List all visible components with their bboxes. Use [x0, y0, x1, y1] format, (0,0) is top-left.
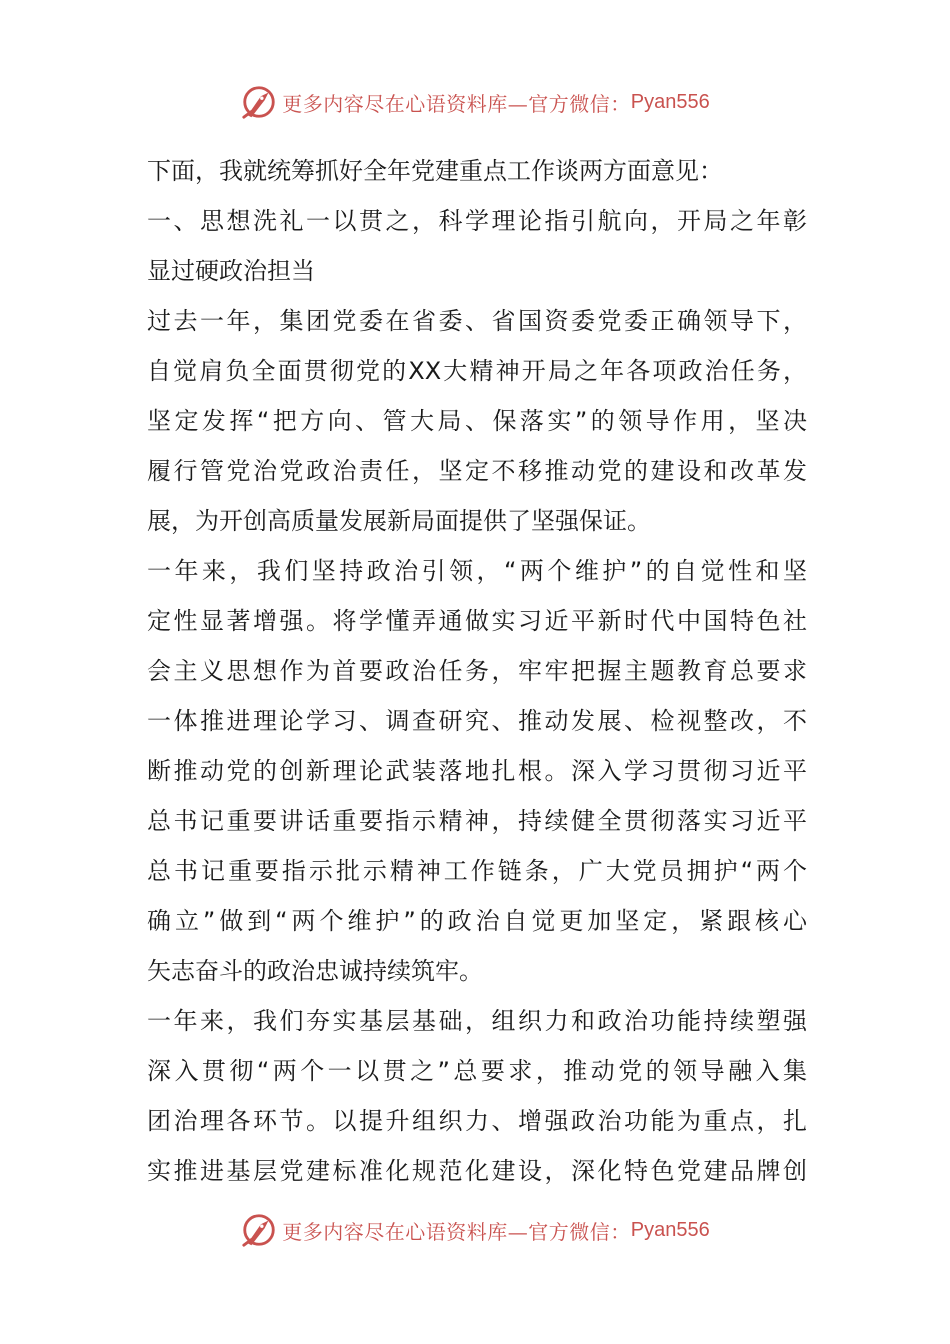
text-line: 定性显著增强。将学懂弄通做实习近平新时代中国特色社 — [147, 607, 807, 635]
watermark-text: 更多内容尽在心语资料库—官方微信： — [282, 91, 631, 116]
watermark-wechat-id: Pyan556 — [630, 90, 710, 113]
text-line: 矢志奋斗的政治忠诚持续筑牢。 — [147, 957, 483, 985]
paragraph-1 — [147, 296, 807, 546]
text-line: 过去一年，集团党委在省委、省国资委党委正确领导下， — [147, 307, 807, 335]
header-watermark — [0, 80, 950, 124]
document-body — [147, 146, 807, 1196]
intro-paragraph — [147, 146, 807, 196]
footer-watermark — [0, 1208, 950, 1252]
pen-nib-logo-icon — [240, 1211, 278, 1249]
text-line: 坚定发挥“把方向、管大局、保落实”的领导作用，坚决 — [147, 407, 807, 435]
text-line: 履行管党治党政治责任，坚定不移推动党的建设和改革发 — [147, 457, 807, 485]
section-heading-1 — [147, 196, 807, 296]
text-line: 一、思想洗礼一以贯之，科学理论指引航向，开局之年彰 — [147, 207, 807, 235]
text-line: 团治理各环节。以提升组织力、增强政治功能为重点，扎 — [147, 1107, 807, 1135]
paragraph-3 — [147, 996, 807, 1196]
text-line: 展，为开创高质量发展新局面提供了坚强保证。 — [147, 507, 651, 535]
text-line: 显过硬政治担当 — [147, 257, 315, 285]
text-line: 确立”做到“两个维护”的政治自觉更加坚定，紧跟核心 — [147, 907, 807, 935]
watermark-text: 更多内容尽在心语资料库—官方微信： — [282, 1219, 631, 1244]
text-line: 下面，我就统筹抓好全年党建重点工作谈两方面意见： — [147, 157, 723, 185]
text-line: 会主义思想作为首要政治任务，牢牢把握主题教育总要求 — [147, 657, 807, 685]
text-line: 一体推进理论学习、调查研究、推动发展、检视整改，不 — [147, 707, 807, 735]
watermark-wechat-id: Pyan556 — [630, 1218, 710, 1241]
pen-nib-logo-icon — [240, 83, 278, 121]
text-line: 总书记重要讲话重要指示精神，持续健全贯彻落实习近平 — [147, 807, 807, 835]
text-line: 一年来，我们夯实基层基础，组织力和政治功能持续塑强 — [147, 1007, 807, 1035]
text-line: 自觉肩负全面贯彻党的XX大精神开局之年各项政治任务， — [147, 357, 807, 385]
text-line: 实推进基层党建标准化规范化建设，深化特色党建品牌创 — [147, 1157, 807, 1185]
text-line: 一年来，我们坚持政治引领，“两个维护”的自觉性和坚 — [147, 557, 807, 585]
text-line: 总书记重要指示批示精神工作链条，广大党员拥护“两个 — [147, 857, 807, 885]
paragraph-2 — [147, 546, 807, 996]
text-line: 深入贯彻“两个一以贯之”总要求，推动党的领导融入集 — [147, 1057, 807, 1085]
text-line: 断推动党的创新理论武装落地扎根。深入学习贯彻习近平 — [147, 757, 807, 785]
